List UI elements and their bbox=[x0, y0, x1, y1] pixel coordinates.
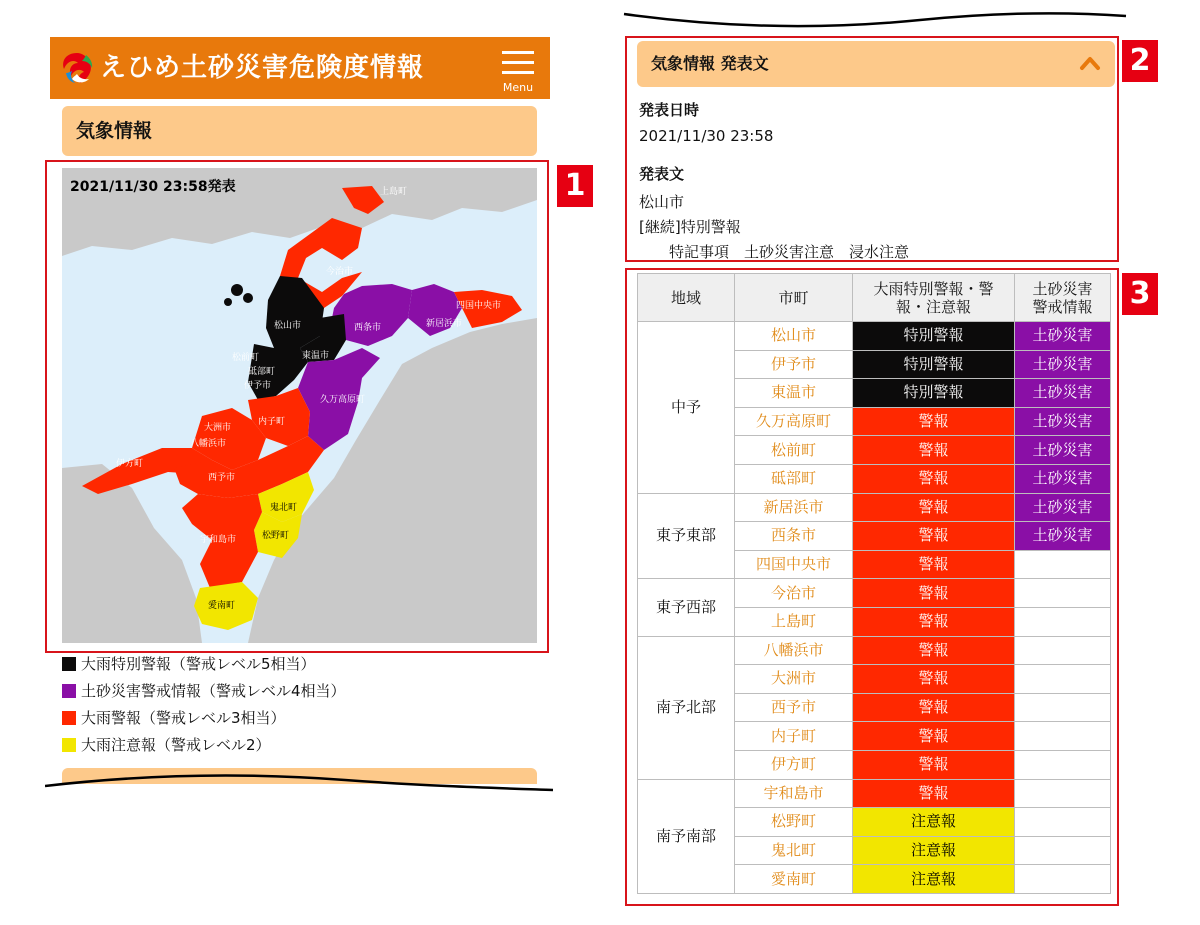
landslide-cell bbox=[1015, 750, 1111, 779]
label-kumakogen: 久万高原町 bbox=[320, 395, 366, 405]
menu-bar-icon bbox=[502, 61, 534, 64]
legend-swatch bbox=[62, 657, 76, 671]
warning-level-cell: 特別警報 bbox=[853, 322, 1015, 351]
warning-level-cell: 警報 bbox=[853, 464, 1015, 493]
city-link[interactable]: 西予市 bbox=[735, 693, 853, 722]
label-seiyo: 西予市 bbox=[208, 473, 236, 483]
city-link[interactable]: 上島町 bbox=[735, 607, 853, 636]
announcement-accordion-header[interactable] bbox=[637, 41, 1115, 87]
map-date-label: 2021/11/30 23:58発表 bbox=[70, 179, 236, 195]
label-tobe: 砥部町 bbox=[248, 367, 276, 377]
landslide-cell bbox=[1015, 808, 1111, 837]
menu-bar-icon bbox=[502, 71, 534, 74]
warning-level-cell: 警報 bbox=[853, 722, 1015, 751]
legend-label: 土砂災害警戒情報（警戒レベル4相当） bbox=[81, 682, 346, 700]
landslide-cell: 土砂災害 bbox=[1015, 379, 1111, 408]
city-link[interactable]: 鬼北町 bbox=[735, 836, 853, 865]
landslide-cell: 土砂災害 bbox=[1015, 522, 1111, 551]
landslide-cell bbox=[1015, 836, 1111, 865]
warning-level-cell: 警報 bbox=[853, 550, 1015, 579]
landslide-cell: 土砂災害 bbox=[1015, 464, 1111, 493]
region-cell: 東予東部 bbox=[638, 493, 735, 579]
callout-marker-1: 1 bbox=[557, 165, 593, 207]
landslide-cell bbox=[1015, 607, 1111, 636]
header-landslide bbox=[1015, 274, 1111, 322]
warning-level-cell: 警報 bbox=[853, 750, 1015, 779]
table-header-row bbox=[638, 274, 1111, 322]
city-link[interactable]: 大洲市 bbox=[735, 665, 853, 694]
landslide-cell: 土砂災害 bbox=[1015, 493, 1111, 522]
city-link[interactable]: 内子町 bbox=[735, 722, 853, 751]
city-link[interactable]: 愛南町 bbox=[735, 865, 853, 894]
city-link[interactable]: 東温市 bbox=[735, 379, 853, 408]
warning-level-cell: 警報 bbox=[853, 779, 1015, 808]
label-shikokuchuo: 四国中央市 bbox=[456, 301, 502, 311]
warning-map[interactable] bbox=[62, 168, 537, 643]
app-title: えひめ土砂災害危険度情報 bbox=[100, 53, 425, 83]
table-row bbox=[638, 579, 1111, 608]
menu-label: Menu bbox=[502, 81, 534, 94]
landslide-cell: 土砂災害 bbox=[1015, 436, 1111, 465]
warning-level-cell: 特別警報 bbox=[853, 379, 1015, 408]
logo-icon bbox=[58, 49, 96, 87]
landslide-cell: 土砂災害 bbox=[1015, 350, 1111, 379]
landslide-cell: 土砂災害 bbox=[1015, 407, 1111, 436]
menu-button[interactable] bbox=[500, 47, 536, 93]
table-row bbox=[638, 779, 1111, 808]
city-link[interactable]: 砥部町 bbox=[735, 464, 853, 493]
legend-label: 大雨注意報（警戒レベル2） bbox=[81, 736, 271, 754]
cut-line bbox=[45, 770, 555, 800]
label-yawatahama: 八幡浜市 bbox=[190, 439, 227, 449]
menu-bar-icon bbox=[502, 51, 534, 54]
label-matsuyama: 松山市 bbox=[274, 321, 302, 331]
table-row bbox=[638, 322, 1111, 351]
island bbox=[231, 284, 243, 296]
header-landslide-text: 土砂災害警戒情報 bbox=[1032, 279, 1093, 316]
warning-level-cell: 注意報 bbox=[853, 836, 1015, 865]
legend-swatch bbox=[62, 738, 76, 752]
city-link[interactable]: 松山市 bbox=[735, 322, 853, 351]
label-kihoku: 鬼北町 bbox=[270, 503, 298, 513]
cut-line-top bbox=[620, 0, 1130, 34]
legend-swatch bbox=[62, 684, 76, 698]
city-link[interactable]: 新居浜市 bbox=[735, 493, 853, 522]
region-cell: 東予西部 bbox=[638, 579, 735, 636]
label-uchiko: 内子町 bbox=[258, 417, 286, 427]
warning-table bbox=[637, 273, 1111, 894]
callout-marker-3: 3 bbox=[1122, 273, 1158, 315]
landslide-cell: 土砂災害 bbox=[1015, 322, 1111, 351]
announcement-text-line: 特記事項 土砂災害注意 浸水注意 bbox=[639, 243, 910, 261]
warning-level-cell: 警報 bbox=[853, 493, 1015, 522]
landslide-cell bbox=[1015, 636, 1111, 665]
legend-label: 大雨警報（警戒レベル3相当） bbox=[81, 709, 286, 727]
announcement-text-label: 発表文 bbox=[639, 165, 685, 183]
datetime-label: 発表日時 bbox=[639, 101, 700, 119]
region-cell: 南予北部 bbox=[638, 636, 735, 779]
label-uwajima: 宇和島市 bbox=[200, 535, 237, 545]
warning-level-cell: 注意報 bbox=[853, 865, 1015, 894]
header-warning-text: 大雨特別警報・警報・注意報 bbox=[873, 279, 994, 316]
city-link[interactable]: 久万高原町 bbox=[735, 407, 853, 436]
callout-marker-2: 2 bbox=[1122, 40, 1158, 82]
announcement-title: 気象情報 発表文 bbox=[651, 54, 769, 73]
datetime-value: 2021/11/30 23:58 bbox=[639, 127, 774, 145]
announcement-text-line: [継続]特別警報 bbox=[639, 218, 741, 236]
warning-level-cell: 警報 bbox=[853, 436, 1015, 465]
city-link[interactable]: 今治市 bbox=[735, 579, 853, 608]
city-link[interactable]: 松前町 bbox=[735, 436, 853, 465]
label-imabari: 今治市 bbox=[326, 267, 354, 277]
legend-item bbox=[62, 680, 346, 702]
label-saijo: 西条市 bbox=[354, 323, 382, 333]
label-iyo: 伊予市 bbox=[244, 381, 272, 391]
city-link[interactable]: 八幡浜市 bbox=[735, 636, 853, 665]
warning-level-cell: 警報 bbox=[853, 522, 1015, 551]
warning-level-cell: 警報 bbox=[853, 636, 1015, 665]
landslide-cell bbox=[1015, 779, 1111, 808]
header-region: 地域 bbox=[638, 274, 735, 322]
city-link[interactable]: 宇和島市 bbox=[735, 779, 853, 808]
label-matsuno: 松野町 bbox=[262, 531, 290, 541]
warning-level-cell: 注意報 bbox=[853, 808, 1015, 837]
announcement-text-line: 松山市 bbox=[639, 193, 685, 211]
island bbox=[224, 298, 232, 306]
app-header bbox=[50, 37, 550, 99]
warning-level-cell: 警報 bbox=[853, 693, 1015, 722]
city-link[interactable]: 西条市 bbox=[735, 522, 853, 551]
legend-item bbox=[62, 707, 286, 729]
landslide-cell bbox=[1015, 722, 1111, 751]
legend-item bbox=[62, 734, 271, 756]
header-city: 市町 bbox=[735, 274, 853, 322]
label-ainan: 愛南町 bbox=[208, 601, 236, 611]
label-ozu: 大洲市 bbox=[204, 423, 232, 433]
section-title: 気象情報 bbox=[62, 106, 537, 156]
landslide-cell bbox=[1015, 693, 1111, 722]
legend-swatch bbox=[62, 711, 76, 725]
header-warning bbox=[853, 274, 1015, 322]
city-link[interactable]: 伊方町 bbox=[735, 750, 853, 779]
warning-level-cell: 警報 bbox=[853, 607, 1015, 636]
table-row bbox=[638, 493, 1111, 522]
legend-label: 大雨特別警報（警戒レベル5相当） bbox=[81, 655, 316, 673]
legend-item bbox=[62, 653, 316, 675]
label-masaki: 松前町 bbox=[232, 353, 260, 363]
warning-level-cell: 警報 bbox=[853, 579, 1015, 608]
label-ikata: 伊方町 bbox=[116, 459, 144, 469]
city-link[interactable]: 松野町 bbox=[735, 808, 853, 837]
landslide-cell bbox=[1015, 865, 1111, 894]
chevron-up-icon[interactable] bbox=[1079, 54, 1101, 72]
warning-level-cell: 警報 bbox=[853, 665, 1015, 694]
warning-level-cell: 特別警報 bbox=[853, 350, 1015, 379]
label-niihama: 新居浜市 bbox=[426, 319, 463, 329]
landslide-cell bbox=[1015, 550, 1111, 579]
table-row bbox=[638, 636, 1111, 665]
island bbox=[149, 209, 155, 215]
landslide-cell bbox=[1015, 579, 1111, 608]
region-cell: 南予南部 bbox=[638, 779, 735, 893]
island bbox=[243, 293, 253, 303]
warning-level-cell: 警報 bbox=[853, 407, 1015, 436]
city-link[interactable]: 四国中央市 bbox=[735, 550, 853, 579]
landslide-cell bbox=[1015, 665, 1111, 694]
region-cell: 中予 bbox=[638, 322, 735, 494]
label-kamijima: 上島町 bbox=[380, 187, 408, 197]
label-toon: 東温市 bbox=[302, 351, 330, 361]
city-link[interactable]: 伊予市 bbox=[735, 350, 853, 379]
